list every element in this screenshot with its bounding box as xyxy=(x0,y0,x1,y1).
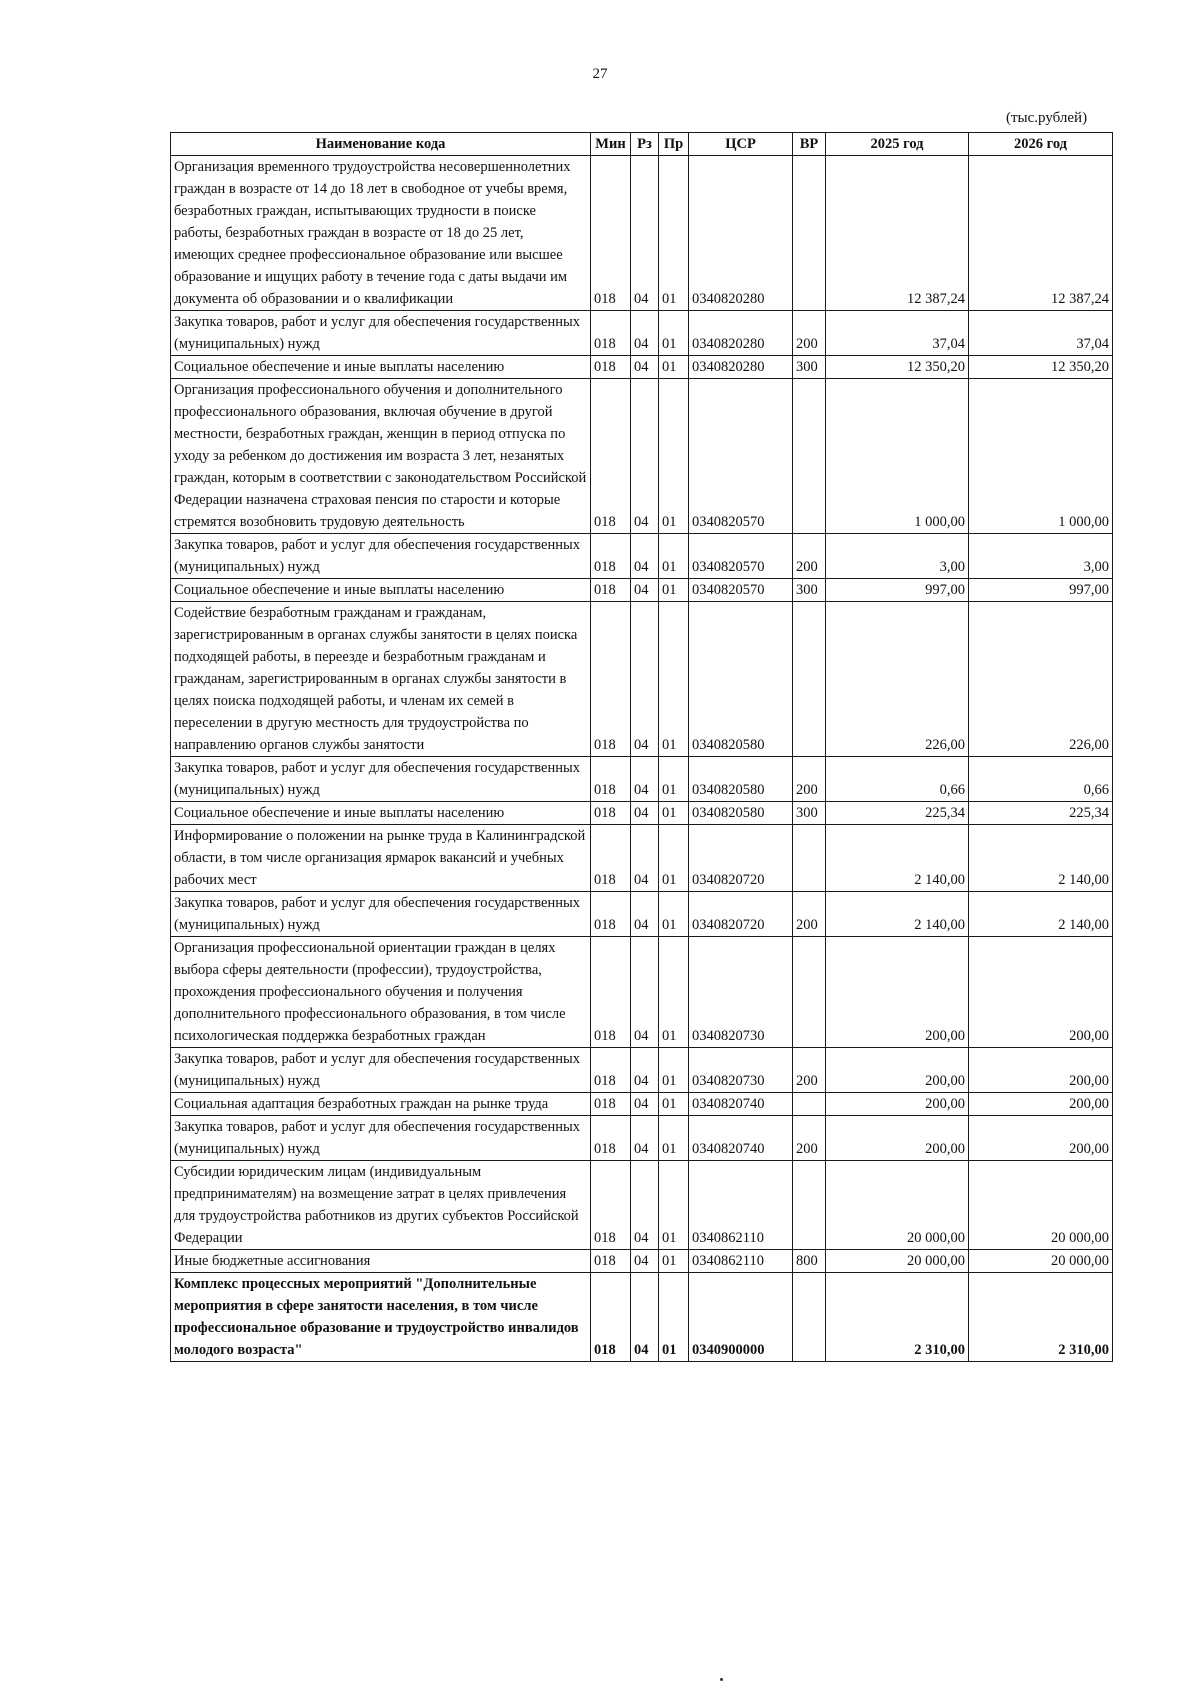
row-pr: 01 xyxy=(659,1116,689,1161)
row-rz: 04 xyxy=(631,534,659,579)
row-min: 018 xyxy=(591,1093,631,1116)
row-pr: 01 xyxy=(659,579,689,602)
row-pr: 01 xyxy=(659,757,689,802)
row-pr: 01 xyxy=(659,534,689,579)
row-amount-2026: 200,00 xyxy=(969,1093,1113,1116)
row-name: Организация профессионального обучения и дополнительного профессионального образования, включая обучение в другой местности, безработных граждан, женщин в период отпуска по уходу за ребенком до достижения им возраста 3 лет, незанятых граждан, которым в соответствии с законодательством Российской Федерации назначена страховая пенсия по старости и которые стремятся возобновить трудовую деятельность xyxy=(171,379,591,534)
row-amount-2025: 997,00 xyxy=(826,579,969,602)
units-label: (тыс.рублей) xyxy=(1006,110,1088,126)
row-pr: 01 xyxy=(659,802,689,825)
table-row xyxy=(171,156,1113,311)
header-2026: 2026 год xyxy=(969,133,1113,156)
row-rz: 04 xyxy=(631,892,659,937)
row-csr: 0340820280 xyxy=(689,156,793,311)
table-row xyxy=(171,757,1113,802)
table-body xyxy=(171,156,1113,1362)
row-amount-2026: 225,34 xyxy=(969,802,1113,825)
row-name: Информирование о положении на рынке труда в Калининградской области, в том числе организация ярмарок вакансий и учебных рабочих мест xyxy=(171,825,591,892)
row-name: Организация профессиональной ориентации граждан в целях выбора сферы деятельности (профессии), трудоустройства, прохождения профессионального обучения и получения дополнительного профессионального образования, в том числе психологическая поддержка безработных граждан xyxy=(171,937,591,1048)
table-row xyxy=(171,1161,1113,1250)
row-amount-2025: 3,00 xyxy=(826,534,969,579)
row-amount-2026: 2 310,00 xyxy=(969,1273,1113,1362)
row-name: Содействие безработным гражданам и гражданам, зарегистрированным в органах службы занятости в целях поиска подходящей работы, в переезде и безработным гражданам и гражданам, зарегистрированным в органах службы занятости в целях поиска подходящей работы, и членам их семей в переселении в другую местность для трудоустройства по направлению органов службы занятости xyxy=(171,602,591,757)
row-amount-2026: 1 000,00 xyxy=(969,379,1113,534)
row-amount-2025: 200,00 xyxy=(826,937,969,1048)
row-name: Иные бюджетные ассигнования xyxy=(171,1250,591,1273)
row-name: Комплекс процессных мероприятий "Дополнительные мероприятия в сфере занятости населения, в том числе профессиональное образование и трудоустройство инвалидов молодого возраста" xyxy=(171,1273,591,1362)
row-name: Субсидии юридическим лицам (индивидуальным предпринимателям) на возмещение затрат в целях привлечения для трудоустройства работников из других субъектов Российской Федерации xyxy=(171,1161,591,1250)
row-vr: 200 xyxy=(793,1048,826,1093)
row-vr xyxy=(793,1273,826,1362)
row-min: 018 xyxy=(591,802,631,825)
row-min: 018 xyxy=(591,356,631,379)
row-amount-2026: 226,00 xyxy=(969,602,1113,757)
table-row xyxy=(171,579,1113,602)
table-row xyxy=(171,356,1113,379)
table-header-row xyxy=(171,133,1113,156)
header-pr: Пр xyxy=(659,133,689,156)
row-rz: 04 xyxy=(631,1116,659,1161)
row-amount-2025: 1 000,00 xyxy=(826,379,969,534)
row-amount-2025: 20 000,00 xyxy=(826,1161,969,1250)
row-name: Закупка товаров, работ и услуг для обеспечения государственных (муниципальных) нужд xyxy=(171,311,591,356)
row-min: 018 xyxy=(591,602,631,757)
row-amount-2025: 200,00 xyxy=(826,1093,969,1116)
row-vr xyxy=(793,602,826,757)
row-rz: 04 xyxy=(631,937,659,1048)
row-amount-2026: 12 387,24 xyxy=(969,156,1113,311)
row-vr: 200 xyxy=(793,534,826,579)
row-amount-2025: 200,00 xyxy=(826,1048,969,1093)
row-amount-2025: 225,34 xyxy=(826,802,969,825)
row-vr: 200 xyxy=(793,311,826,356)
row-amount-2026: 20 000,00 xyxy=(969,1161,1113,1250)
row-csr: 0340820580 xyxy=(689,602,793,757)
row-name: Организация временного трудоустройства несовершеннолетних граждан в возрасте от 14 до 18 лет в свободное от учебы время, безработных граждан, испытывающих трудности в поиске работы, безработных граждан в возрасте от 18 до 25 лет, имеющих среднее профессиональное образование или высшее образование и ищущих работу в течение года с даты выдачи им документа об образовании и о квалификации xyxy=(171,156,591,311)
header-min: Мин xyxy=(591,133,631,156)
row-name: Социальная адаптация безработных граждан на рынке труда xyxy=(171,1093,591,1116)
row-name: Закупка товаров, работ и услуг для обеспечения государственных (муниципальных) нужд xyxy=(171,1048,591,1093)
row-amount-2025: 226,00 xyxy=(826,602,969,757)
row-min: 018 xyxy=(591,311,631,356)
row-vr: 200 xyxy=(793,892,826,937)
row-pr: 01 xyxy=(659,825,689,892)
row-amount-2026: 997,00 xyxy=(969,579,1113,602)
row-rz: 04 xyxy=(631,1161,659,1250)
table-row xyxy=(171,937,1113,1048)
row-vr xyxy=(793,1093,826,1116)
row-min: 018 xyxy=(591,1116,631,1161)
row-csr: 0340820740 xyxy=(689,1093,793,1116)
row-csr: 0340820570 xyxy=(689,379,793,534)
row-rz: 04 xyxy=(631,1250,659,1273)
row-amount-2026: 20 000,00 xyxy=(969,1250,1113,1273)
header-csr: ЦСР xyxy=(689,133,793,156)
row-rz: 04 xyxy=(631,356,659,379)
row-rz: 04 xyxy=(631,602,659,757)
row-csr: 0340820720 xyxy=(689,892,793,937)
row-name: Социальное обеспечение и иные выплаты населению xyxy=(171,802,591,825)
row-amount-2025: 12 387,24 xyxy=(826,156,969,311)
row-pr: 01 xyxy=(659,602,689,757)
row-csr: 0340820280 xyxy=(689,356,793,379)
row-min: 018 xyxy=(591,1048,631,1093)
row-amount-2026: 37,04 xyxy=(969,311,1113,356)
row-vr: 200 xyxy=(793,1116,826,1161)
row-name: Закупка товаров, работ и услуг для обеспечения государственных (муниципальных) нужд xyxy=(171,1116,591,1161)
page-number: 27 xyxy=(592,66,608,82)
row-vr: 200 xyxy=(793,757,826,802)
row-rz: 04 xyxy=(631,156,659,311)
row-amount-2026: 200,00 xyxy=(969,937,1113,1048)
table-row xyxy=(171,1048,1113,1093)
row-pr: 01 xyxy=(659,1250,689,1273)
row-name: Социальное обеспечение и иные выплаты населению xyxy=(171,356,591,379)
row-amount-2025: 2 140,00 xyxy=(826,825,969,892)
row-amount-2025: 200,00 xyxy=(826,1116,969,1161)
row-rz: 04 xyxy=(631,825,659,892)
row-csr: 0340820720 xyxy=(689,825,793,892)
row-name: Закупка товаров, работ и услуг для обеспечения государственных (муниципальных) нужд xyxy=(171,892,591,937)
table-row xyxy=(171,1116,1113,1161)
row-pr: 01 xyxy=(659,311,689,356)
table-row xyxy=(171,892,1113,937)
row-amount-2026: 200,00 xyxy=(969,1048,1113,1093)
header-vr: ВР xyxy=(793,133,826,156)
row-pr: 01 xyxy=(659,156,689,311)
row-min: 018 xyxy=(591,1250,631,1273)
row-vr xyxy=(793,825,826,892)
row-amount-2026: 2 140,00 xyxy=(969,825,1113,892)
row-amount-2025: 2 140,00 xyxy=(826,892,969,937)
row-rz: 04 xyxy=(631,757,659,802)
row-vr: 300 xyxy=(793,579,826,602)
row-min: 018 xyxy=(591,892,631,937)
row-name: Социальное обеспечение и иные выплаты населению xyxy=(171,579,591,602)
row-rz: 04 xyxy=(631,1093,659,1116)
row-csr: 0340900000 xyxy=(689,1273,793,1362)
row-min: 018 xyxy=(591,825,631,892)
row-rz: 04 xyxy=(631,579,659,602)
row-min: 018 xyxy=(591,379,631,534)
row-rz: 04 xyxy=(631,311,659,356)
row-min: 018 xyxy=(591,579,631,602)
row-pr: 01 xyxy=(659,356,689,379)
table-row xyxy=(171,602,1113,757)
row-amount-2026: 3,00 xyxy=(969,534,1113,579)
row-vr xyxy=(793,379,826,534)
budget-table xyxy=(170,132,1113,1362)
row-amount-2026: 0,66 xyxy=(969,757,1113,802)
table-row xyxy=(171,1273,1113,1362)
row-min: 018 xyxy=(591,757,631,802)
row-csr: 0340820730 xyxy=(689,937,793,1048)
row-rz: 04 xyxy=(631,379,659,534)
row-vr: 300 xyxy=(793,356,826,379)
row-amount-2025: 2 310,00 xyxy=(826,1273,969,1362)
row-vr xyxy=(793,156,826,311)
row-amount-2025: 37,04 xyxy=(826,311,969,356)
row-pr: 01 xyxy=(659,379,689,534)
row-min: 018 xyxy=(591,1161,631,1250)
table-row xyxy=(171,1093,1113,1116)
row-csr: 0340820280 xyxy=(689,311,793,356)
header-rz: Рз xyxy=(631,133,659,156)
table-row xyxy=(171,379,1113,534)
row-csr: 0340820740 xyxy=(689,1116,793,1161)
row-min: 018 xyxy=(591,534,631,579)
row-csr: 0340820580 xyxy=(689,757,793,802)
row-pr: 01 xyxy=(659,1161,689,1250)
table-row xyxy=(171,802,1113,825)
table-row xyxy=(171,311,1113,356)
row-vr: 800 xyxy=(793,1250,826,1273)
row-rz: 04 xyxy=(631,1048,659,1093)
row-pr: 01 xyxy=(659,892,689,937)
header-2025: 2025 год xyxy=(826,133,969,156)
row-csr: 0340820570 xyxy=(689,579,793,602)
row-csr: 0340862110 xyxy=(689,1250,793,1273)
scan-dot xyxy=(720,1678,723,1681)
row-pr: 01 xyxy=(659,1273,689,1362)
row-amount-2026: 12 350,20 xyxy=(969,356,1113,379)
row-min: 018 xyxy=(591,937,631,1048)
row-csr: 0340820580 xyxy=(689,802,793,825)
table-row xyxy=(171,1250,1113,1273)
row-vr xyxy=(793,937,826,1048)
row-rz: 04 xyxy=(631,802,659,825)
row-min: 018 xyxy=(591,156,631,311)
header-name: Наименование кода xyxy=(171,133,591,156)
row-csr: 0340820570 xyxy=(689,534,793,579)
row-amount-2026: 200,00 xyxy=(969,1116,1113,1161)
table-row xyxy=(171,534,1113,579)
row-amount-2025: 12 350,20 xyxy=(826,356,969,379)
row-amount-2025: 0,66 xyxy=(826,757,969,802)
row-pr: 01 xyxy=(659,1048,689,1093)
row-amount-2025: 20 000,00 xyxy=(826,1250,969,1273)
row-vr xyxy=(793,1161,826,1250)
row-name: Закупка товаров, работ и услуг для обеспечения государственных (муниципальных) нужд xyxy=(171,534,591,579)
row-pr: 01 xyxy=(659,1093,689,1116)
row-csr: 0340862110 xyxy=(689,1161,793,1250)
row-vr: 300 xyxy=(793,802,826,825)
row-min: 018 xyxy=(591,1273,631,1362)
row-amount-2026: 2 140,00 xyxy=(969,892,1113,937)
row-name: Закупка товаров, работ и услуг для обеспечения государственных (муниципальных) нужд xyxy=(171,757,591,802)
table-row xyxy=(171,825,1113,892)
row-rz: 04 xyxy=(631,1273,659,1362)
row-csr: 0340820730 xyxy=(689,1048,793,1093)
row-pr: 01 xyxy=(659,937,689,1048)
